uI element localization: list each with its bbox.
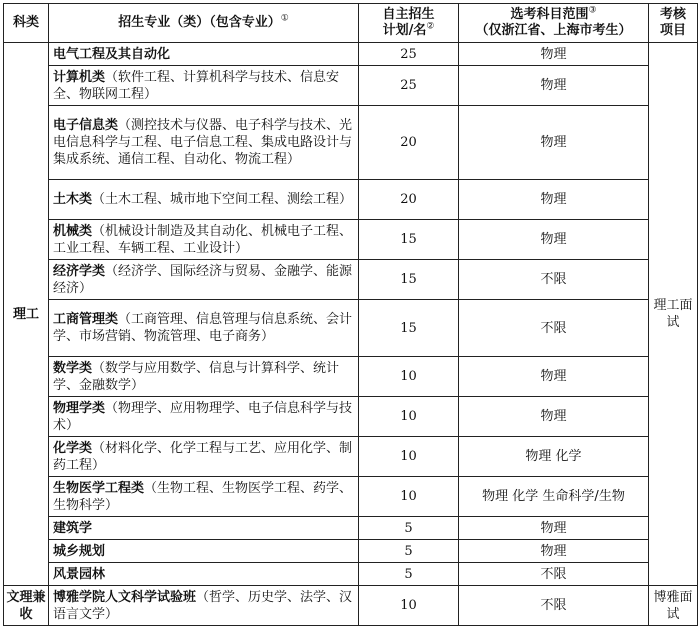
- major-detail: （软件工程、计算机科学与技术、信息安全、物联网工程）: [53, 69, 340, 102]
- subjects-cell: 物理 化学: [459, 437, 649, 477]
- quota-cell: 25: [359, 66, 459, 106]
- major-detail: （机械设计制造及其自动化、机械电子工程、工业工程、车辆工程、工业设计）: [53, 223, 353, 256]
- quota-cell: 20: [359, 180, 459, 220]
- table-row: [4, 540, 698, 563]
- quota-cell: 10: [359, 477, 459, 517]
- major-detail: （工商管理、信息管理与信息系统、会计学、市场营销、物流管理、电子商务）: [53, 312, 353, 344]
- header-subjects: 选考科目范围③ （仅浙江省、上海市考生）: [459, 4, 649, 43]
- major-name: 生物医学工程类: [53, 480, 145, 496]
- exam-cell: 理工面试: [649, 43, 698, 586]
- table-row: [4, 397, 698, 437]
- subjects-cell: 物理: [459, 66, 649, 106]
- header-row: [4, 4, 698, 43]
- category-cell: 理工: [4, 43, 49, 586]
- major-cell: [49, 437, 359, 477]
- major-cell: [49, 586, 359, 626]
- major-cell: [49, 540, 359, 563]
- major-name: 风景园林: [53, 566, 106, 582]
- quota-cell: 25: [359, 43, 459, 66]
- admission-plan-table-wrapper: [3, 3, 698, 626]
- major-name: 工商管理类: [53, 312, 119, 327]
- header-subjects-note: ③: [588, 5, 597, 16]
- major-cell: [49, 106, 359, 180]
- major-name: 计算机类: [53, 69, 106, 85]
- quota-cell: 5: [359, 517, 459, 540]
- subjects-cell: 不限: [459, 260, 649, 300]
- major-detail: （生物工程、生物医学工程、药学、生物科学）: [53, 480, 353, 513]
- major-name: 城乡规划: [53, 543, 106, 559]
- subjects-cell: 不限: [459, 300, 649, 357]
- admission-plan-table: [3, 3, 698, 626]
- subjects-cell: 物理 化学 生命科学/生物: [459, 477, 649, 517]
- subjects-cell: 物理: [459, 106, 649, 180]
- table-row: [4, 106, 698, 180]
- major-cell: [49, 66, 359, 106]
- quota-cell: 15: [359, 300, 459, 357]
- header-quota: 自主招生 计划/名②: [359, 4, 459, 43]
- subjects-cell: 物理: [459, 357, 649, 397]
- major-name: 化学类: [53, 440, 93, 456]
- table-row: [4, 180, 698, 220]
- major-detail: （材料化学、化学工程与工艺、应用化学、制药工程）: [53, 440, 353, 473]
- subjects-cell: 物理: [459, 397, 649, 437]
- table-row: [4, 477, 698, 517]
- major-name: 电子信息类: [53, 118, 119, 133]
- major-cell: [49, 300, 359, 357]
- quota-cell: 20: [359, 106, 459, 180]
- major-name: 机械类: [53, 223, 93, 239]
- major-detail: （数学与应用数学、信息与计算科学、统计学、金融数学）: [53, 360, 340, 393]
- table-row: [4, 300, 698, 357]
- quota-cell: 15: [359, 220, 459, 260]
- table-row: [4, 43, 698, 66]
- table-row: [4, 220, 698, 260]
- major-cell: [49, 180, 359, 220]
- category-cell: 文理兼收: [4, 586, 49, 626]
- table-row: [4, 586, 698, 626]
- quota-cell: 10: [359, 397, 459, 437]
- quota-cell: 10: [359, 357, 459, 397]
- subjects-cell: 不限: [459, 563, 649, 586]
- header-exam: 考核 项目: [649, 4, 698, 43]
- major-cell: [49, 397, 359, 437]
- major-cell: [49, 517, 359, 540]
- subjects-cell: 物理: [459, 220, 649, 260]
- major-cell: [49, 563, 359, 586]
- table-row: [4, 260, 698, 300]
- major-name: 经济学类: [53, 263, 106, 279]
- subjects-cell: 物理: [459, 517, 649, 540]
- table-row: [4, 517, 698, 540]
- quota-cell: 10: [359, 437, 459, 477]
- table-row: [4, 66, 698, 106]
- quota-cell: 10: [359, 586, 459, 626]
- quota-cell: 5: [359, 563, 459, 586]
- subjects-cell: 物理: [459, 43, 649, 66]
- subjects-cell: 不限: [459, 586, 649, 626]
- major-name: 电气工程及其自动化: [53, 46, 171, 62]
- major-cell: [49, 220, 359, 260]
- major-name: 博雅学院人文科学试验班: [53, 589, 197, 605]
- header-category: 科类: [4, 4, 49, 43]
- subjects-cell: 物理: [459, 180, 649, 220]
- subjects-cell: 物理: [459, 540, 649, 563]
- quota-cell: 15: [359, 260, 459, 300]
- major-detail: （哲学、历史学、法学、汉语言文学）: [53, 589, 353, 622]
- quota-cell: 5: [359, 540, 459, 563]
- table-row: [4, 437, 698, 477]
- major-name: 建筑学: [53, 520, 93, 536]
- table-row: [4, 357, 698, 397]
- major-cell: [49, 357, 359, 397]
- major-name: 物理学类: [53, 400, 106, 416]
- header-major-note: ①: [280, 13, 289, 24]
- header-quota-note: ②: [426, 21, 435, 32]
- major-cell: [49, 43, 359, 66]
- major-cell: [49, 477, 359, 517]
- major-name: 数学类: [53, 360, 93, 376]
- table-row: [4, 563, 698, 586]
- major-detail: （经济学、国际经济与贸易、金融学、能源经济）: [53, 263, 353, 296]
- major-detail: （物理学、应用物理学、电子信息科学与技术）: [53, 400, 353, 433]
- major-detail: （土木工程、城市地下空间工程、测绘工程）: [92, 192, 353, 207]
- major-detail: （测控技术与仪器、电子科学与技术、光电信息科学与工程、电子信息工程、集成电路设计与集成系统、通信工程、自动化、物流工程）: [53, 118, 353, 167]
- major-name: 土木类: [53, 192, 93, 207]
- header-major: 招生专业（类）（包含专业）①: [49, 4, 359, 43]
- exam-cell: 博雅面试: [649, 586, 698, 626]
- major-cell: [49, 260, 359, 300]
